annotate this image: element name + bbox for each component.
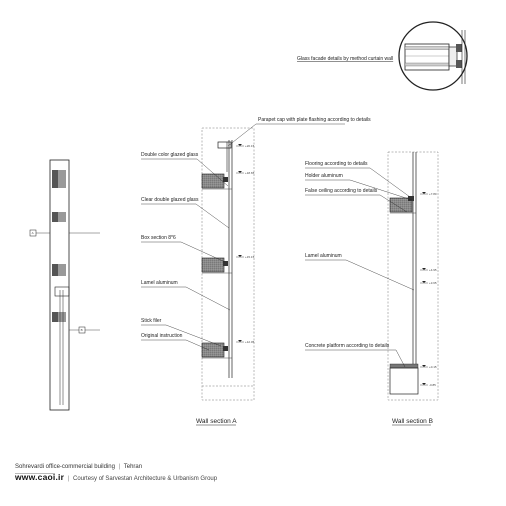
section-marker-a: A [31, 231, 34, 236]
level-mark: +20.15 [245, 144, 255, 148]
level-mark: +3.65 [429, 281, 437, 285]
label-false-ceiling: False ceiling according to details [305, 188, 378, 194]
level-mark: +15.15 [245, 255, 255, 259]
label-original-instruction: Original instruction [141, 333, 183, 339]
annotations-b [305, 161, 414, 367]
credit-text: Courtesy of Sarvestan Architecture & Urbanism Group [73, 476, 218, 482]
label-parapet-cap: Parapet cap with plate flashing according to details [258, 117, 371, 123]
footer [15, 463, 495, 484]
credit-line [15, 472, 495, 484]
label-box-section: Box section 8*6 [141, 235, 176, 241]
label-holder-aluminum: Holder aluminum [305, 173, 343, 179]
level-mark: +18.65 [245, 171, 255, 175]
section-a-title: Wall section A [196, 418, 237, 425]
label-double-color-glass: Double color glazed glass [141, 152, 199, 158]
level-mark: +7.80 [429, 192, 437, 196]
section-marker-b: B [80, 328, 83, 333]
label-stick-filer: Stick filer [141, 318, 162, 324]
project-line [15, 463, 495, 472]
site-link[interactable]: www.caoi.ir [15, 472, 65, 482]
label-lamel-aluminum-a: Lamel aluminum [141, 280, 178, 286]
inset-caption: Glass facade details by method curtain wall [297, 56, 394, 62]
level-mark: -0.85 [429, 383, 436, 387]
project-city: Tehran [123, 464, 143, 470]
level-mark: +4.95 [429, 268, 437, 272]
level-marks-b [420, 192, 437, 387]
project-name: Sohrevardi office-commercial building [15, 464, 115, 470]
key-plan-elevation [30, 160, 100, 410]
label-lamel-aluminum-b: Lamel aluminum [305, 253, 342, 259]
section-b-title: Wall section B [392, 418, 433, 425]
wall-section-b [305, 152, 438, 425]
level-marks-a [236, 144, 255, 344]
inset-detail [297, 22, 467, 90]
label-flooring: Flooring according to details [305, 161, 368, 167]
footer-rule [15, 473, 55, 474]
label-clear-double-glass: Clear double glazed glass [141, 197, 199, 203]
divider: | [67, 476, 70, 482]
label-concrete-platform: Concrete platform according to details [305, 343, 390, 349]
divider: | [118, 464, 121, 470]
level-mark: +0.15 [429, 365, 437, 369]
level-mark: +12.05 [245, 340, 255, 344]
annotations-a [141, 117, 371, 350]
